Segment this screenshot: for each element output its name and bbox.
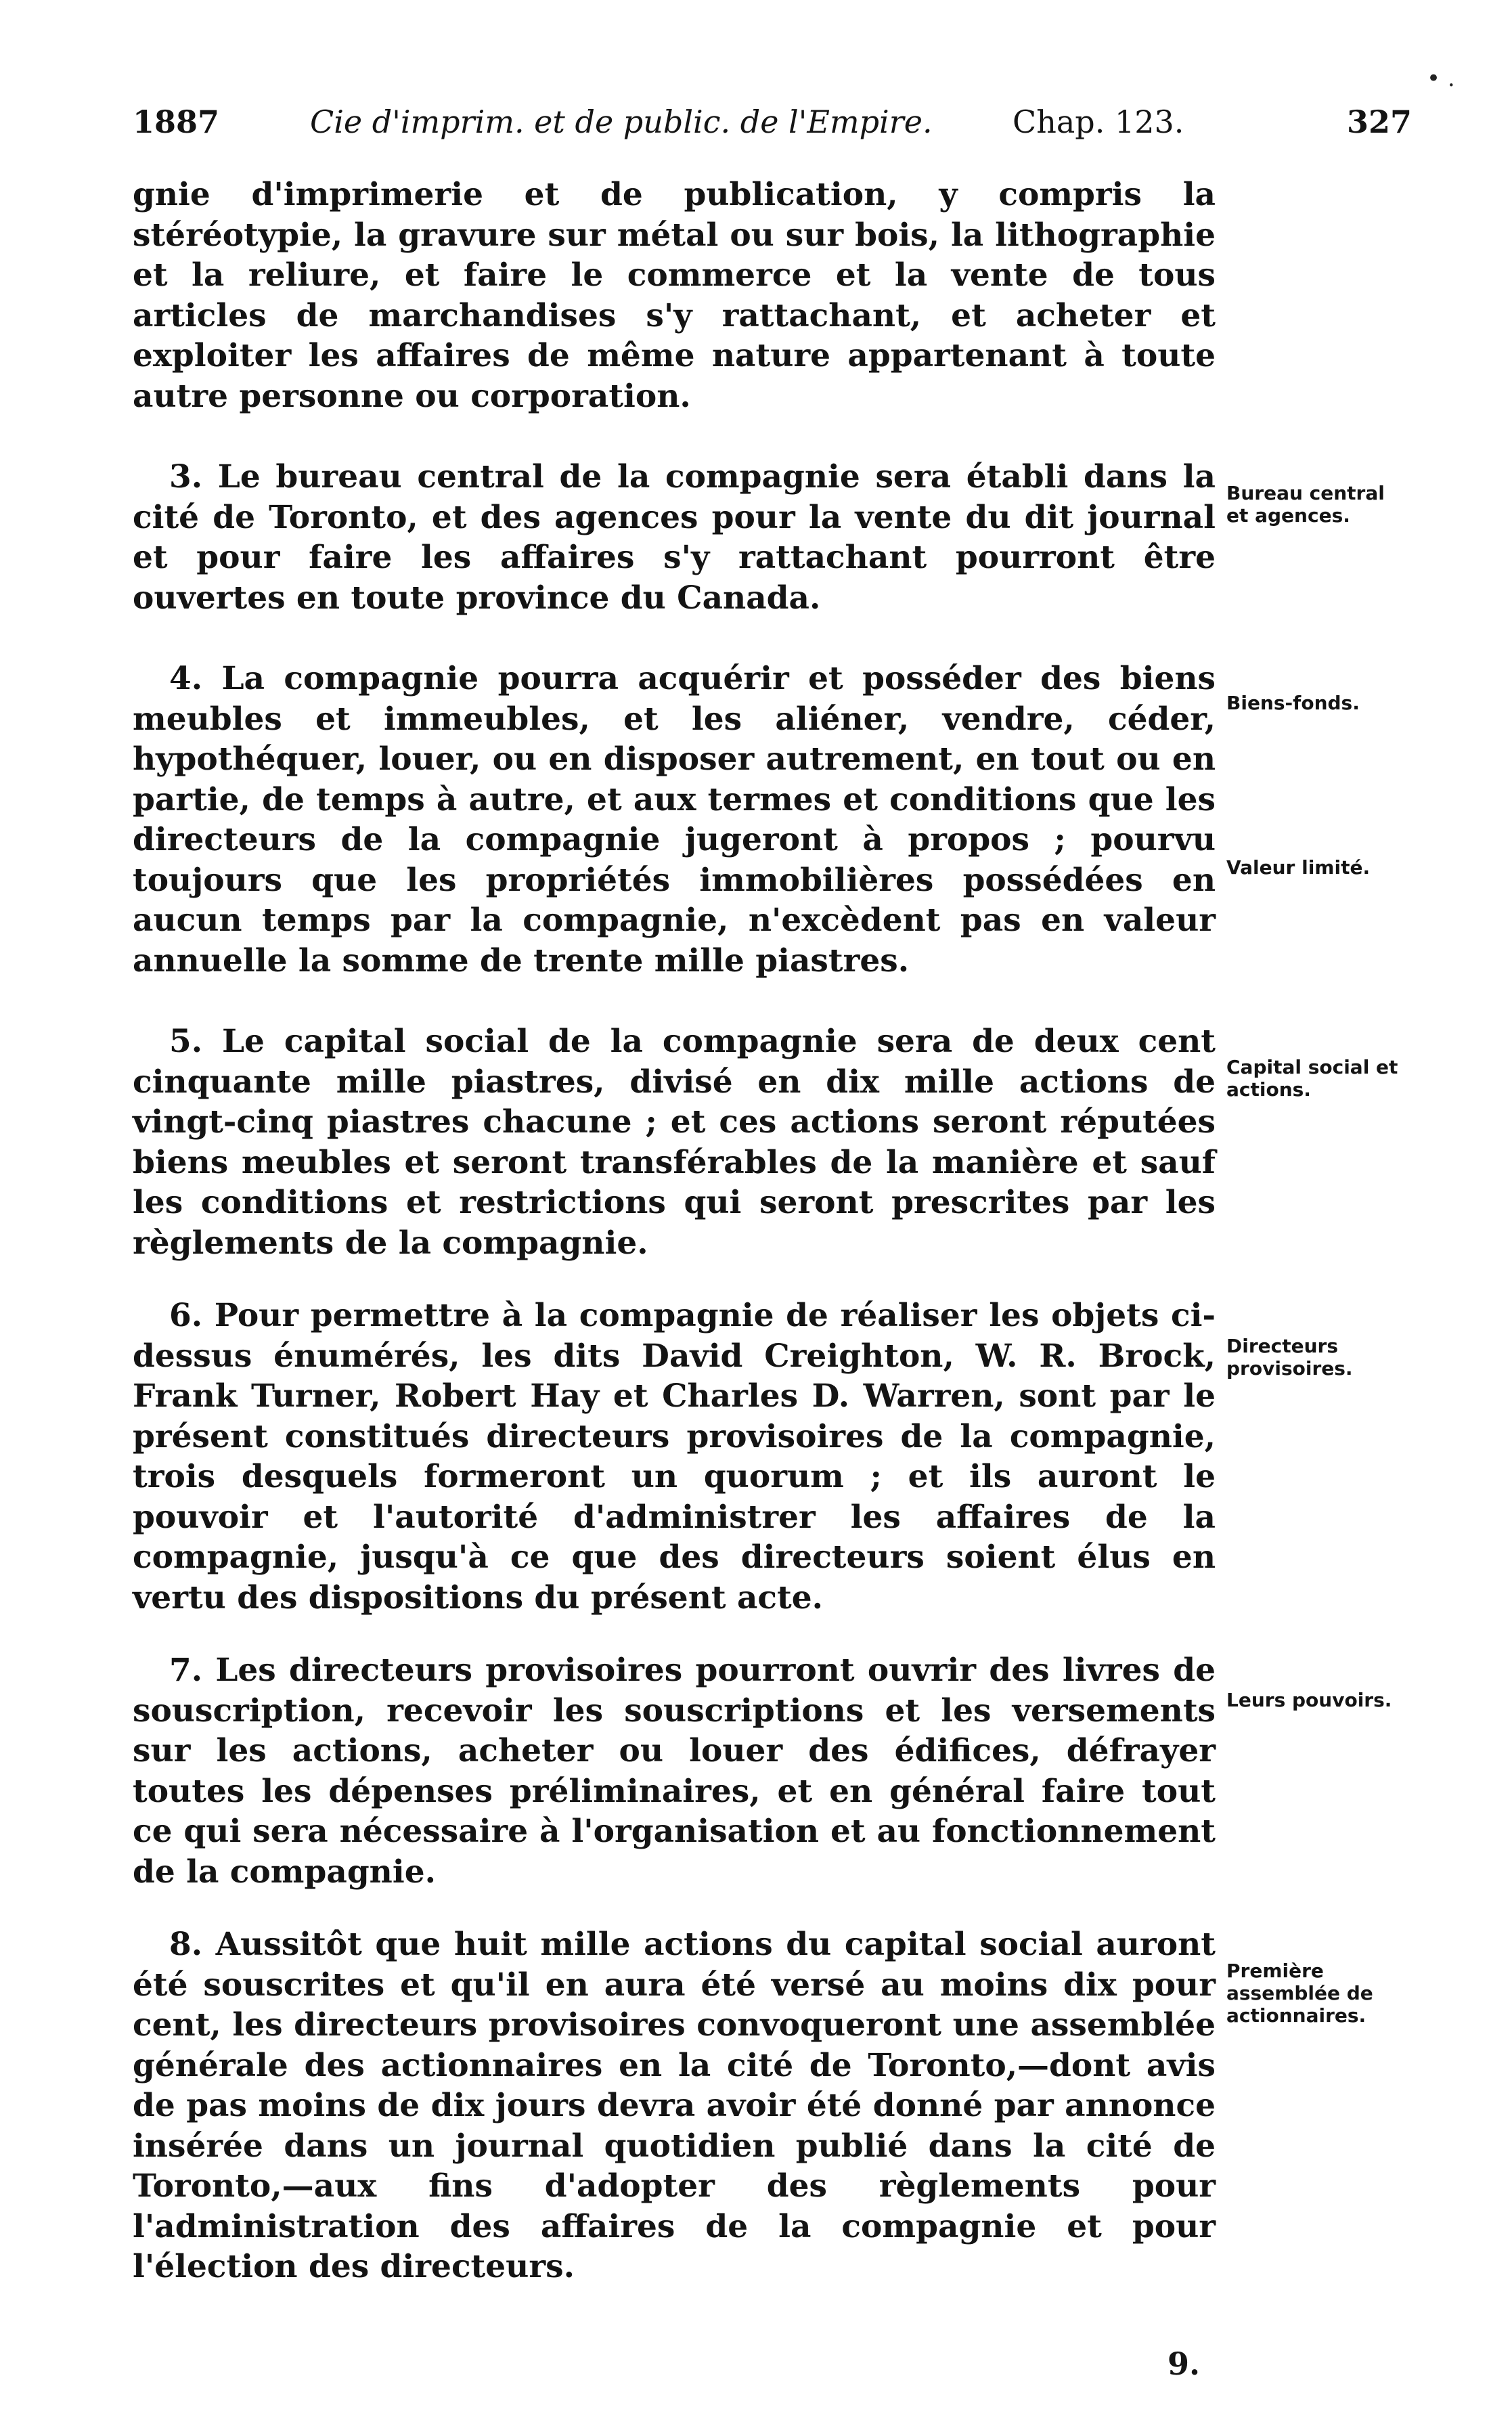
header-chapter: Chap. 123. [1013, 104, 1184, 140]
paragraph-text: La compagnie pourra acquérir et posséder des biens meubles et immeubles, et les aliéner, vendre, céder, hypothéquer, louer, ou en disposer autrement, en tout ou en partie, de temps à autre, et aux termes et conditions que les directeurs de la compagnie jugeront à propos ; pourvu toujours que les propriétés immobilières possédées en aucun temps par la compagnie, n'excèdent pas en valeur annuelle la somme de trente mille piastres. [133, 660, 1216, 979]
section-4 [133, 659, 1216, 981]
paragraph-continued [133, 175, 1216, 416]
margin-note-assemblee: Première assemblée de actionnaires. [1226, 1960, 1373, 2027]
catchword: 9. [1168, 2345, 1201, 2382]
section-3 [133, 457, 1216, 618]
section-6 [133, 1296, 1216, 1618]
paragraph-text: gnie d'imprimerie et de publication, y compris la stéréotypie, la gravure sur métal ou sur bois, la lithographie et la reliure, et faire le commerce et la vente de tous articles de marchandises s'y rattachant, et acheter et exploiter les affaires de même nature appartenant à toute autre personne ou corporation. [133, 176, 1216, 415]
paragraph-text: Le bureau central de la compagnie sera établi dans la cité de Toronto, et des agences pour la vente du dit journal et pour faire les affaires s'y rattachant pourront être ouvertes en toute province du Canada. [133, 458, 1216, 617]
section-number: 5. [169, 1023, 203, 1060]
section-number: 8. [169, 1926, 203, 1963]
paragraph-text: Les directeurs provisoires pourront ouvrir des livres de souscription, recevoir les souscriptions et les versements sur les actions, acheter ou louer des édifices, défrayer toutes les dépenses préliminaires, et en général faire tout ce qui sera nécessaire à l'organisation et au fonctionnement de la compagnie. [133, 1652, 1216, 1891]
section-number: 4. [169, 660, 203, 697]
page-number: 327 [1346, 104, 1412, 140]
section-7 [133, 1650, 1216, 1892]
section-8 [133, 1924, 1216, 2287]
section-5 [133, 1021, 1216, 1263]
header-year: 1887 [133, 104, 220, 140]
margin-note-valeur: Valeur limité. [1226, 856, 1371, 879]
paragraph-text: Aussitôt que huit mille actions du capital social auront été souscrites et qu'il en aura été versé au moins dix pour cent, les directeurs provisoires convoqueront une assemblée générale des actionnaires en la cité de Toronto,—dont avis de pas moins de dix jours devra avoir été donné par annonce insérée dans un journal quotidien publié dans la cité de Toronto,—aux fins d'adopter des règlements pour l'administration des affaires de la compagnie et pour l'élection des directeurs. [133, 1926, 1216, 2285]
top-mark: • . [1427, 65, 1455, 92]
main-text [133, 175, 1216, 2287]
margin-note-directeurs: Directeurs provisoires. [1226, 1335, 1353, 1380]
paragraph-text: Le capital social de la compagnie sera de deux cent cinquante mille piastres, divisé en dix mille actions de vingt-cinq piastres chacune ; et ces actions seront réputées biens meubles et seront transférables de la manière et sauf les conditions et restrictions qui seront prescrites par les règlements de la compagnie. [133, 1023, 1216, 1262]
margin-note-capital: Capital social et actions. [1226, 1056, 1398, 1101]
header-running-title: Cie d'imprim. et de public. de l'Empire. [310, 104, 933, 140]
margin-note-bureau: Bureau central et agences. [1226, 482, 1385, 527]
section-number: 7. [169, 1652, 203, 1689]
margin-note-pouvoirs: Leurs pouvoirs. [1226, 1689, 1392, 1711]
section-number: 3. [169, 458, 203, 495]
section-number: 6. [169, 1297, 203, 1334]
margin-note-biens-fonds: Biens-fonds. [1226, 692, 1360, 714]
paragraph-text: Pour permettre à la compagnie de réaliser les objets ci-dessus énumérés, les dits David Creighton, W. R. Brock, Frank Turner, Robert Hay et Charles D. Warren, sont par le présent constitués directeurs provisoires de la compagnie, trois desquels formeront un quorum ; et ils auront le pouvoir et l'autorité d'administrer les affaires de la compagnie, jusqu'à ce que des directeurs soient élus en vertu des dispositions du présent acte. [133, 1297, 1216, 1616]
running-header [133, 98, 1412, 146]
